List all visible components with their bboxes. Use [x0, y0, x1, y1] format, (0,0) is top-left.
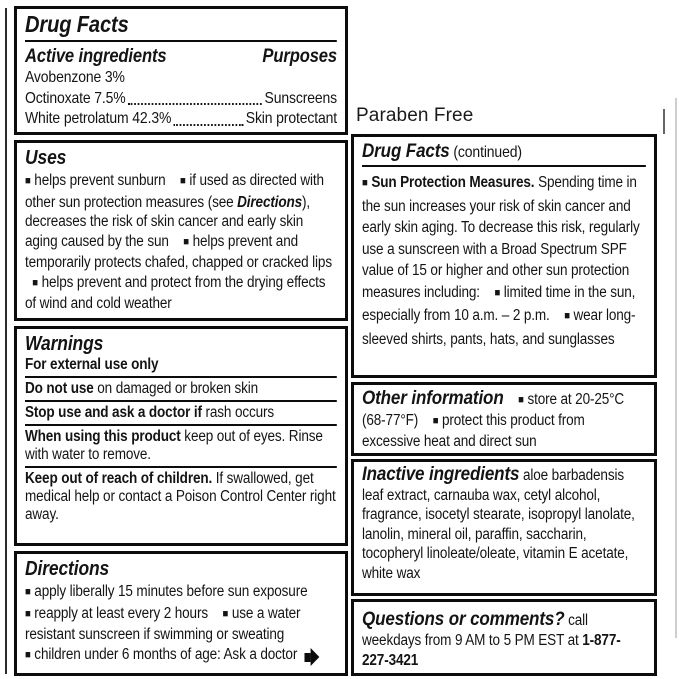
- ingredient-row: [25, 109, 337, 130]
- bullet-square-icon: ■: [25, 648, 31, 661]
- warnings-when-using-text: [25, 428, 337, 464]
- warnings-external-use-text: [25, 356, 337, 374]
- text-run: (continued): [449, 144, 522, 161]
- ingredient-name: Avobenzone 3%: [25, 69, 125, 86]
- bullet-square-icon: ■: [183, 235, 189, 248]
- text-run: helps prevent and protect from the drying effects of wind and cold weather: [25, 273, 326, 312]
- directions-text: [25, 582, 337, 666]
- text-run: wear long-sleeved shirts, pants, hats, and sunglasses: [362, 307, 636, 348]
- ingredient-row: [25, 68, 337, 89]
- text-run: protect this product from excessive heat and direct sun: [362, 412, 585, 450]
- text-run: call weekdays from 9 AM to 5 PM EST at: [362, 612, 588, 649]
- drug-facts-continued-box: [351, 134, 657, 378]
- text-run: For external use only: [25, 356, 159, 373]
- bullet-square-icon: ■: [25, 607, 31, 620]
- text-run: if used as directed with other sun protection measures (see: [25, 172, 324, 211]
- warnings-do-not-use-text: [25, 380, 337, 398]
- text-run: When using this product: [25, 428, 181, 445]
- bullet-square-icon: ■: [494, 286, 501, 299]
- text-run: [550, 307, 565, 324]
- text-run: [208, 605, 223, 622]
- warnings-heading: Warnings: [25, 333, 104, 355]
- ingredients-header-row: [25, 45, 337, 68]
- other-information-heading: Other information: [362, 387, 504, 409]
- ingredient-name: White petrolatum 42.3%: [25, 110, 172, 127]
- ingredient-purpose: Sunscreens: [264, 89, 338, 107]
- warnings-stop-use-text: [25, 404, 337, 422]
- directions-box: [14, 551, 348, 676]
- warnings-box: [14, 326, 348, 546]
- scan-artifact-line: [663, 109, 665, 134]
- text-run: [480, 284, 495, 301]
- questions-or-comments-heading: Questions or comments?: [362, 608, 565, 630]
- text-run: store at 20-25°C (68-77°F): [362, 391, 625, 429]
- page-edge-shadow: [675, 98, 677, 638]
- drug-facts-continued-title: Drug Facts: [362, 140, 450, 162]
- sun-protection-text: [362, 172, 646, 350]
- paraben-free-claim: Paraben Free: [356, 105, 474, 126]
- directions-heading: Directions: [25, 558, 110, 580]
- text-run: helps prevent sunburn: [30, 172, 166, 189]
- bullet-square-icon: ■: [222, 607, 229, 620]
- ingredient-row: [25, 89, 337, 110]
- text-run: [169, 233, 184, 250]
- text-run: use a water resistant sunscreen if swimming or sweating: [25, 604, 301, 643]
- divider: [25, 424, 337, 426]
- text-run: If swallowed, get medical help or contact a Poison Control Center right away.: [25, 470, 336, 523]
- bullet-square-icon: ■: [362, 177, 368, 189]
- text-run: Keep out of reach of children.: [25, 470, 213, 487]
- ingredient-purpose: Skin protectant: [245, 110, 338, 127]
- inactive-ingredients-heading: Inactive ingredients: [362, 463, 520, 485]
- other-information-text: [362, 388, 646, 452]
- bullet-square-icon: ■: [25, 586, 31, 598]
- continued-arrow-icon: [304, 653, 310, 662]
- text-run: reapply at least every 2 hours: [30, 604, 208, 622]
- text-run: ), decreases the risk of skin cancer and early skin aging caused by the sun: [25, 193, 311, 250]
- active-ingredients-heading: Active ingredients: [25, 46, 167, 67]
- text-run: [418, 412, 433, 429]
- bullet-square-icon: ■: [180, 175, 186, 187]
- bullet-square-icon: ■: [25, 175, 31, 187]
- questions-box: [351, 599, 657, 676]
- divider: [25, 400, 337, 402]
- drug-facts-continued-heading: [362, 140, 646, 163]
- text-run: children under 6 months of age: Ask a doctor: [30, 645, 298, 663]
- text-run: limited time in the sun, especially from 10 a.m. – 2 p.m.: [362, 283, 636, 324]
- uses-heading: Uses: [25, 147, 67, 169]
- text-run: [504, 391, 519, 408]
- text-run: helps prevent and temporarily protects chafed, chapped or cracked lips: [25, 232, 332, 271]
- label-edge-line: [5, 8, 7, 674]
- questions-text: [362, 609, 646, 671]
- other-information-box: [351, 382, 657, 456]
- text-run: Sun Protection Measures.: [371, 174, 535, 191]
- divider: [25, 40, 337, 42]
- text-run: aloe barbadensis leaf extract, carnauba wax, cetyl alcohol, fragrance, isocetyl stearate, isopropyl lanolate, lanolin, mineral oil, paraffin, saccharin, tocopheryl linoleate/oleate, vitamin E acetate, white wax: [362, 467, 635, 582]
- text-run: rash occurs: [201, 404, 275, 421]
- purposes-heading: Purposes: [262, 46, 338, 67]
- text-run: Do not use: [25, 380, 94, 397]
- divider: [25, 376, 337, 378]
- uses-box: [14, 140, 348, 321]
- warnings-keep-out-text: [25, 470, 337, 524]
- text-run: keep out of eyes. Rinse with water to remove.: [25, 428, 323, 463]
- bullet-square-icon: ■: [432, 415, 439, 427]
- divider: [25, 466, 337, 468]
- divider: [362, 165, 646, 167]
- bullet-square-icon: ■: [564, 310, 570, 322]
- text-run: Directions: [237, 193, 303, 211]
- text-run: Stop use and ask a doctor if: [25, 404, 202, 421]
- text-run: apply liberally 15 minutes before sun exposure: [30, 583, 308, 600]
- text-run: Spending time in the sun increases your risk of skin cancer and early skin aging. To decrease this risk, regularly use a sunscreen with a Broad Spectrum SPF value of 15 or higher and other sun protection measures including:: [362, 174, 640, 301]
- text-run: on damaged or broken skin: [93, 380, 259, 397]
- bullet-square-icon: ■: [518, 394, 524, 406]
- bullet-square-icon: ■: [32, 276, 38, 289]
- uses-text: [25, 171, 337, 314]
- inactive-ingredients-box: [351, 459, 657, 596]
- text-run: [166, 172, 181, 189]
- ingredient-name: Octinoxate 7.5%: [25, 89, 126, 107]
- dotted-leader: [128, 103, 262, 105]
- dotted-leader: [174, 124, 243, 126]
- drug-facts-header-box: [14, 6, 348, 135]
- inactive-ingredients-text: [362, 465, 646, 583]
- text-run: 1-877-227-3421: [362, 632, 621, 669]
- drug-facts-title: Drug Facts: [25, 11, 129, 37]
